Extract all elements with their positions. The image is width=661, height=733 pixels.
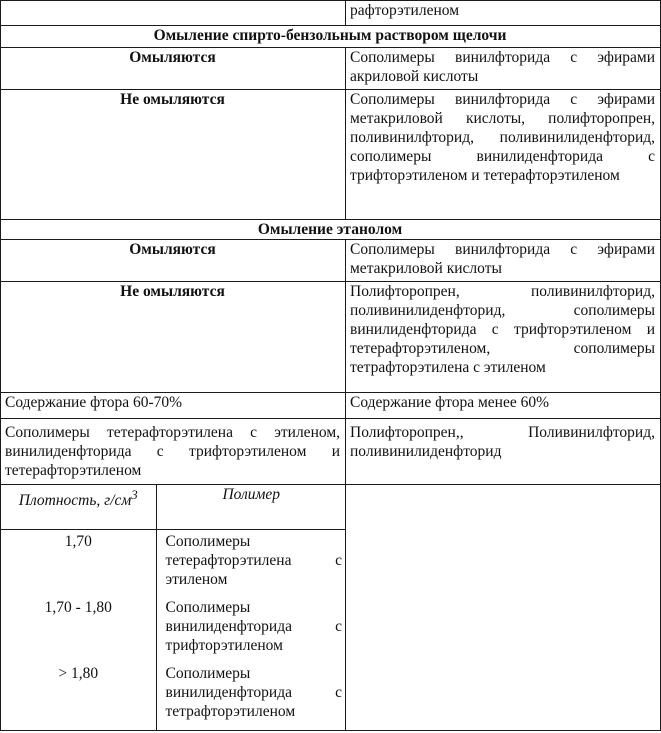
polymer-header: Полимер	[156, 485, 346, 530]
density-header-label: Плотность, г/см	[18, 492, 132, 510]
table-row	[1, 1, 661, 26]
section-title-row	[1, 26, 661, 48]
density-header-sup: 3	[131, 487, 138, 502]
table-cell: Сополимеры винилфторида с эфирами акриловой кислоты	[346, 48, 661, 90]
table-row	[1, 393, 661, 419]
table-cell: Сополимеры винилфторида с эфирами метакриловой кислоты, полифторопрен, поливинилфторид, поливинилиденфторид, сополимеры винилиденфторида с трифторэтиленом и тетерафторэтиленом	[346, 90, 661, 220]
empty-cell	[346, 485, 661, 731]
table-cell: Сополимеры винилфторида с эфирами метакриловой кислоты	[346, 240, 661, 282]
table-row	[1, 485, 661, 731]
table-cell: Полифторопрен, поливинилфторид, поливинилиденфторид, сополимеры винилиденфторида с трифторэтиленом и тетерафторэтиленом, сополимеры тетрафторэтилена с этиленом	[346, 282, 661, 393]
row-label: Омыляются	[1, 48, 346, 90]
table-cell: Содержание фтора менее 60%	[346, 393, 661, 419]
density-value: 1,70	[1, 530, 156, 596]
density-row	[1, 596, 346, 662]
row-label: Не омыляются	[1, 90, 346, 220]
table-cell: рафторэтиленом	[346, 1, 661, 26]
table-cell: Содержание фтора 60-70%	[1, 393, 346, 419]
row-label: Омыляются	[1, 240, 346, 282]
table-row	[1, 90, 661, 220]
density-value: 1,70 - 1,80	[1, 596, 156, 662]
table-cell: Полифторопрен,, Поливинилфторид, поливинилиденфторид	[346, 419, 661, 485]
empty-cell	[1, 1, 346, 26]
table-row	[1, 282, 661, 393]
section-title: Омыление этанолом	[1, 220, 661, 240]
density-table	[1, 485, 346, 730]
polymer-name: Сополимеры тетерафторэтилена с этиленом	[165, 533, 342, 588]
polymer-name: Сополимеры винилиденфторида с тетрафторэтиленом	[165, 664, 342, 720]
polymer-name: Сополимеры винилиденфторида с трифторэтиленом	[165, 598, 342, 654]
table-row	[1, 48, 661, 90]
row-label: Не омыляются	[1, 282, 346, 393]
section-title-row	[1, 220, 661, 240]
density-cell	[1, 485, 346, 731]
section-title: Омыление спирто-бензольным раствором щелочи	[1, 26, 661, 48]
table-row	[1, 419, 661, 485]
table-cell: Сополимеры тетерафторэтилена с этиленом, винилиденфторида с трифторэтиленом и тетерафторэтиленом	[1, 419, 346, 485]
density-row	[1, 530, 346, 596]
density-header	[1, 485, 156, 530]
density-header-row	[1, 485, 346, 530]
density-value: > 1,80	[1, 662, 156, 730]
table-row	[1, 240, 661, 282]
density-row	[1, 662, 346, 730]
